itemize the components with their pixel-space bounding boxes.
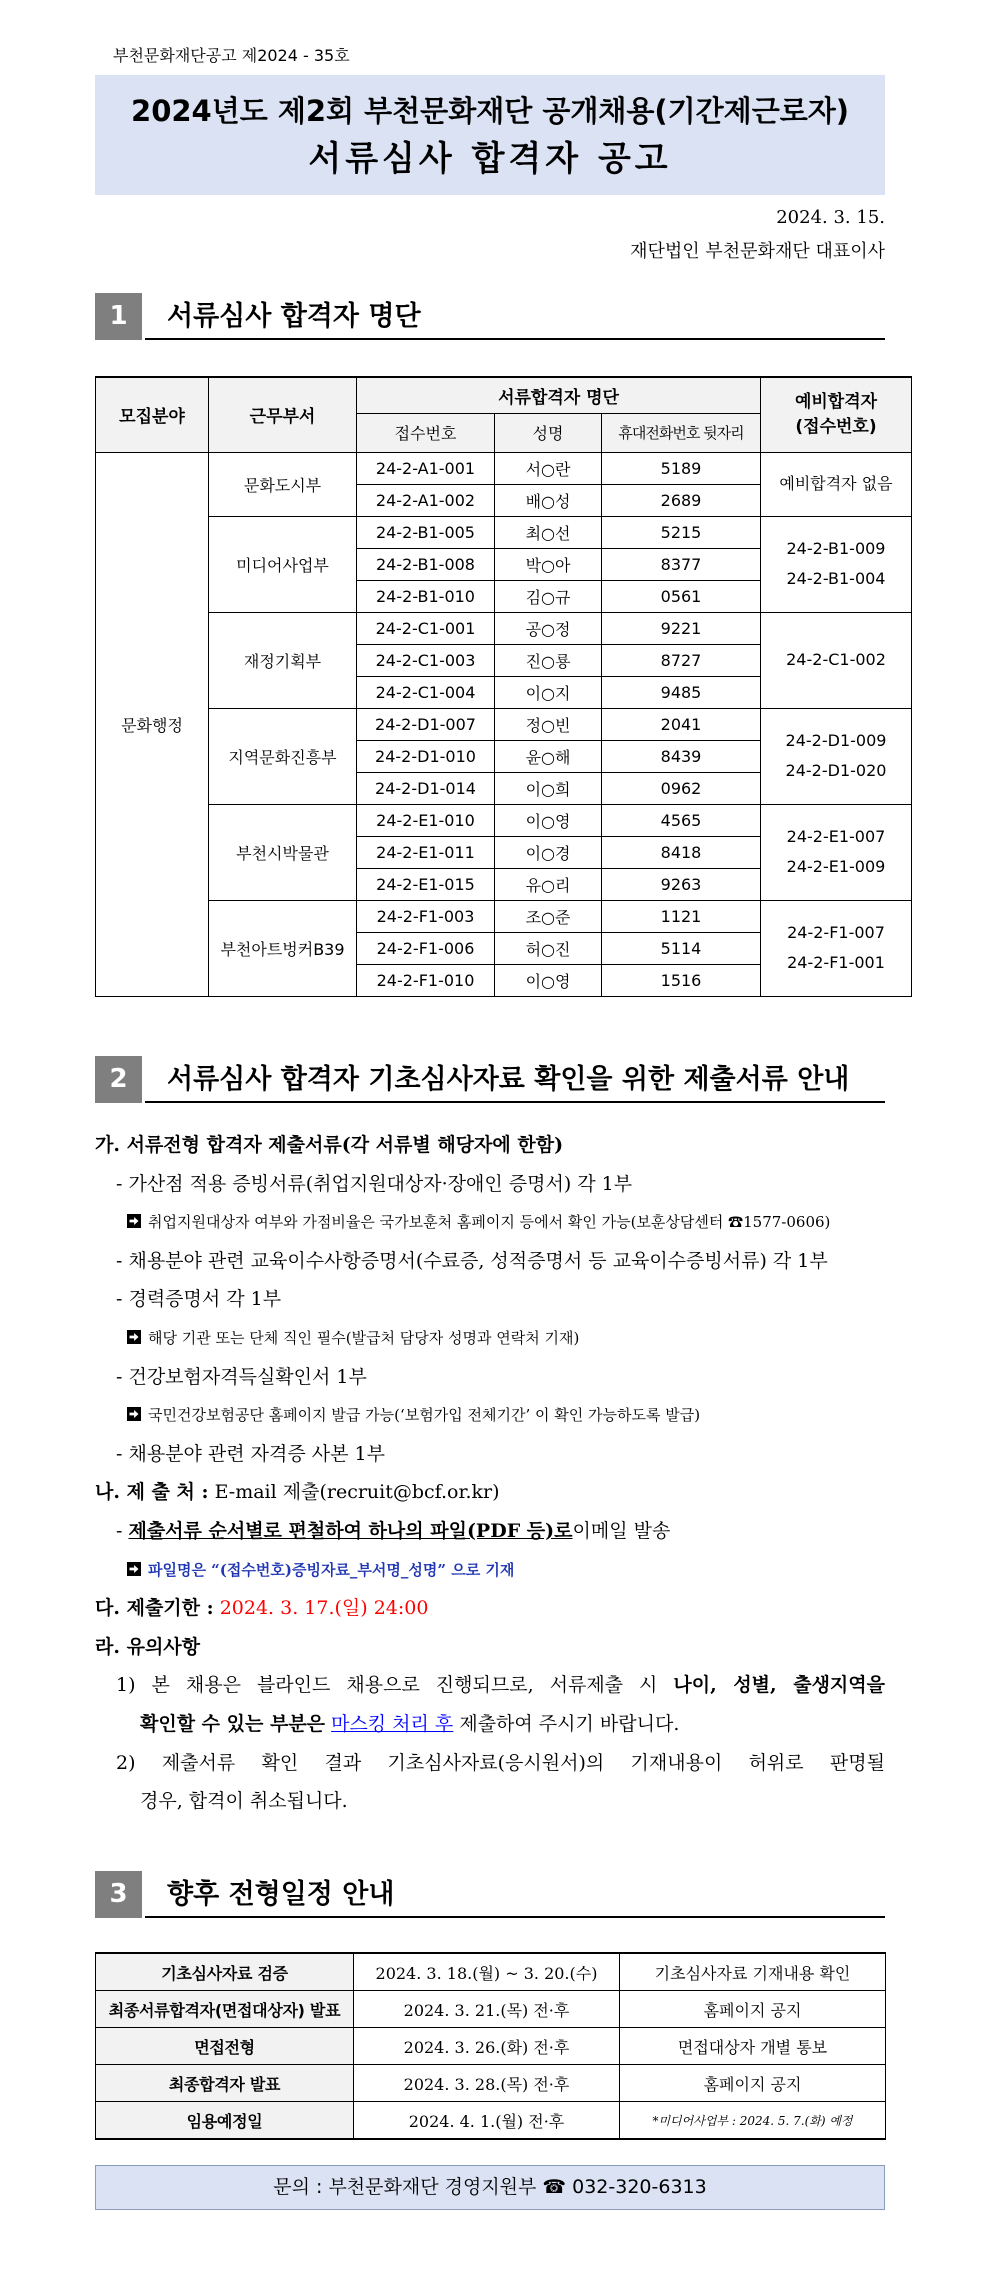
caution-1-marker: 1) [116,1674,136,1697]
phone-suffix-cell: 9485 [602,676,761,708]
phone-suffix-cell: 9263 [602,868,761,900]
field-cell: 문화행정 [96,452,209,996]
doc-note-text: 취업지원대상자 여부와 가점비율은 국가보훈처 홈페이지 등에서 확인 가능(보훈상담센터 ☎1577-0606) [148,1213,831,1232]
schedule-table-body [96,1953,886,2139]
reserve-entry: 24-2-F1-001 [787,953,885,972]
department-cell: 미디어사업부 [209,516,357,612]
phone-suffix-cell: 9221 [602,612,761,644]
caution-2-line1 [95,1744,885,1783]
reserve-cell [761,804,912,900]
header-receipt-no: 접수번호 [357,413,495,452]
header-field: 모집분야 [96,377,209,452]
caution-1-line2 [95,1705,885,1744]
item-c-deadline [95,1589,885,1628]
phone-suffix-cell: 5189 [602,452,761,484]
department-cell: 지역문화진흥부 [209,708,357,804]
schedule-row [96,2028,886,2065]
applicant-row [96,900,912,932]
phone-suffix-cell: 2689 [602,484,761,516]
section-1-header [95,293,885,340]
phone-suffix-cell: 5114 [602,932,761,964]
receipt-number-cell: 24-2-D1-010 [357,740,495,772]
schedule-row [96,2102,886,2140]
reserve-cell [761,708,912,804]
receipt-number-cell: 24-2-D1-014 [357,772,495,804]
caution-1-emphasis: 나이, 성별, 출생지역을 [673,1674,885,1697]
applicant-name-cell: 허○진 [495,932,602,964]
item-a-heading: 가. 서류전형 합격자 제출서류(각 서류별 해당자에 한함) [95,1134,564,1156]
applicant-name-cell: 이○영 [495,804,602,836]
applicant-name-cell: 공○정 [495,612,602,644]
header-name: 성명 [495,413,602,452]
applicant-row [96,708,912,740]
caution-1-line1 [95,1666,885,1705]
applicant-name-cell: 정○빈 [495,708,602,740]
page-title: 2024년도 제2회 부천문화재단 공개채용(기간제근로자) [131,94,849,128]
schedule-date: 2024. 4. 1.(월) 전·후 [354,2102,620,2140]
issue-date: 2024. 3. 15. [776,207,885,228]
applicant-row [96,452,912,484]
header-phone-suffix: 휴대전화번호 뒷자리 [602,413,761,452]
contact-box: 문의 : 부천문화재단 경영지원부 ☎ 032-320-6313 [95,2165,885,2210]
header-reserve-line1: 예비합격자 [794,391,878,412]
applicant-name-cell: 이○경 [495,836,602,868]
schedule-step: 기초심사자료 검증 [96,1953,354,1991]
phone-suffix-cell: 5215 [602,516,761,548]
reserve-entry: 24-2-E1-007 [786,827,886,846]
applicant-name-cell: 이○지 [495,676,602,708]
reserve-entry: 24-2-C1-002 [786,650,886,669]
applicant-name-cell: 조○준 [495,900,602,932]
section-divider [145,1101,885,1103]
issuer: 재단법인 부천문화재단 대표이사 [630,241,885,262]
section-title: 향후 전형일정 안내 [167,1879,395,1910]
item-b-method [95,1512,885,1551]
section-title: 서류심사 합격자 기초심사자료 확인을 위한 제출서류 안내 [167,1064,850,1095]
schedule-date: 2024. 3. 18.(월) ~ 3. 20.(수) [354,1953,620,1991]
applicant-name-cell: 유○리 [495,868,602,900]
department-cell: 부천시박물관 [209,804,357,900]
schedule-note: *미디어사업부 : 2024. 5. 7.(화) 예정 [620,2102,886,2140]
section-number-badge: 1 [95,293,142,340]
caution-1-text: 제출하여 주시기 바랍니다. [459,1712,680,1735]
receipt-number-cell: 24-2-C1-003 [357,644,495,676]
receipt-number-cell: 24-2-E1-011 [357,836,495,868]
header-reserve [761,377,912,452]
schedule-row [96,1991,886,2028]
phone-suffix-cell: 8418 [602,836,761,868]
receipt-number-cell: 24-2-C1-001 [357,612,495,644]
section-number-badge: 3 [95,1871,142,1918]
header-passed-list: 서류합격자 명단 [357,377,761,413]
doc-item-bonus: - 가산점 적용 증빙서류(취업지원대상자·장애인 증명서) 각 1부 [116,1172,633,1195]
doc-note-bonus [95,1203,885,1242]
deadline-value: 2024. 3. 17.(일) 24:00 [219,1597,429,1620]
reserve-entry: 24-2-F1-007 [787,923,885,942]
phone-suffix-cell: 8727 [602,644,761,676]
arrow-right-icon [127,1330,141,1344]
receipt-number-cell: 24-2-A1-001 [357,452,495,484]
page-subtitle: 서류심사 합격자 공고 [308,139,672,179]
arrow-right-icon [127,1562,141,1576]
masking-instruction: 마스킹 처리 후 [331,1712,454,1735]
reserve-cell [761,612,912,708]
phone-suffix-cell: 2041 [602,708,761,740]
reserve-entry: 24-2-D1-009 [785,731,887,750]
doc-note-text: 국민건강보험공단 홈페이지 발급 가능(‘보험가입 전체기간’ 이 확인 가능하도록 발급) [148,1406,701,1425]
applicant-name-cell: 윤○해 [495,740,602,772]
phone-suffix-cell: 1516 [602,964,761,996]
receipt-number-cell: 24-2-F1-006 [357,932,495,964]
header-department: 근무부서 [209,377,357,452]
schedule-step: 임용예정일 [96,2102,354,2140]
header-row [96,377,912,413]
applicant-name-cell: 진○룡 [495,644,602,676]
receipt-number-cell: 24-2-D1-007 [357,708,495,740]
item-d-heading: 라. 유의사항 [95,1635,200,1658]
department-cell: 문화도시부 [209,452,357,516]
schedule-step: 면접전형 [96,2028,354,2065]
department-cell: 부천아트벙커B39 [209,900,357,996]
section-divider [145,338,885,340]
section-2-header [95,1056,885,1103]
phone-suffix-cell: 4565 [602,804,761,836]
header-reserve-line2: (접수번호) [795,416,877,437]
schedule-table [95,1952,886,2140]
method-rest: 이메일 발송 [572,1519,671,1542]
caution-2-line2: 경우, 합격이 취소됩니다. [140,1790,348,1813]
phone-suffix-cell: 1121 [602,900,761,932]
section-number-badge: 2 [95,1056,142,1103]
schedule-note: 면접대상자 개별 통보 [620,2028,886,2065]
receipt-number-cell: 24-2-B1-005 [357,516,495,548]
filename-note-text: 파일명은 “(접수번호)증빙자료_부서명_성명” 으로 기재 [148,1560,515,1579]
reserve-entry: 24-2-E1-009 [786,857,886,876]
doc-note-text: 해당 기관 또는 단체 직인 필수(발급처 담당자 성명과 연락처 기재) [148,1328,580,1347]
reserve-entry: 24-2-B1-004 [786,569,886,588]
schedule-row [96,1953,886,1991]
reserve-cell [761,900,912,996]
applicant-row [96,612,912,644]
reserve-entry: 24-2-D1-020 [785,761,887,780]
applicant-name-cell: 김○규 [495,580,602,612]
schedule-date: 2024. 3. 21.(목) 전·후 [354,1991,620,2028]
applicant-name-cell: 최○선 [495,516,602,548]
caution-1-emphasis: 확인할 수 있는 부분은 [140,1712,326,1735]
applicant-name-cell: 이○희 [495,772,602,804]
arrow-right-icon [127,1214,141,1228]
schedule-note: 홈페이지 공지 [620,1991,886,2028]
reserve-entry: 예비합격자 없음 [779,474,893,493]
method-emphasis: 제출서류 순서별로 편철하여 하나의 파일(PDF 등)로 [128,1519,573,1542]
phone-suffix-cell: 8377 [602,548,761,580]
applicant-row [96,516,912,548]
applicant-table-header [96,377,912,452]
receipt-number-cell: 24-2-E1-015 [357,868,495,900]
doc-item-license: - 채용분야 관련 자격증 사본 1부 [116,1442,385,1465]
deadline-label: 다. 제출기한 : [95,1597,214,1620]
submission-email: E-mail 제출(recruit@bcf.or.kr) [214,1481,500,1504]
title-banner [95,75,885,195]
caution-2-marker: 2) [116,1751,136,1774]
schedule-step: 최종서류합격자(면접대상자) 발표 [96,1991,354,2028]
doc-item-career: - 경력증명서 각 1부 [116,1288,282,1311]
applicant-table [95,376,912,997]
phone-suffix-cell: 0962 [602,772,761,804]
reserve-cell [761,516,912,612]
phone-suffix-cell: 0561 [602,580,761,612]
applicant-name-cell: 서○란 [495,452,602,484]
reserve-entry: 24-2-B1-009 [786,539,886,558]
schedule-note: 홈페이지 공지 [620,2065,886,2102]
caution-2-text: 제출서류 확인 결과 기초심사자료(응시원서)의 기재내용이 허위로 판명될 [161,1751,885,1774]
receipt-number-cell: 24-2-C1-004 [357,676,495,708]
filename-note [95,1551,885,1590]
receipt-number-cell: 24-2-B1-010 [357,580,495,612]
section-3-header [95,1871,885,1918]
schedule-row [96,2065,886,2102]
arrow-right-icon [127,1407,141,1421]
notice-number: 부천문화재단공고 제2024 - 35호 [113,46,350,65]
schedule-note: 기초심사자료 기재내용 확인 [620,1953,886,1991]
applicant-name-cell: 이○영 [495,964,602,996]
doc-note-career [95,1319,885,1358]
schedule-date: 2024. 3. 26.(화) 전·후 [354,2028,620,2065]
receipt-number-cell: 24-2-F1-010 [357,964,495,996]
schedule-step: 최종합격자 발표 [96,2065,354,2102]
caution-1-text: 본 채용은 블라인드 채용으로 진행되므로, 서류제출 시 [151,1674,658,1697]
receipt-number-cell: 24-2-A1-002 [357,484,495,516]
applicant-name-cell: 배○성 [495,484,602,516]
submission-notice [95,1126,885,1821]
section-title: 서류심사 합격자 명단 [167,301,421,332]
applicant-row [96,804,912,836]
item-b-label: 나. 제 출 처 : [95,1481,209,1504]
receipt-number-cell: 24-2-B1-008 [357,548,495,580]
department-cell: 재정기획부 [209,612,357,708]
schedule-date: 2024. 3. 28.(목) 전·후 [354,2065,620,2102]
receipt-number-cell: 24-2-F1-003 [357,900,495,932]
applicant-table-body [96,452,912,996]
doc-item-education: - 채용분야 관련 교육이수사항증명서(수료증, 성적증명서 등 교육이수증빙서류) 각 1부 [116,1249,828,1272]
receipt-number-cell: 24-2-E1-010 [357,804,495,836]
section-divider [145,1916,885,1918]
item-b-destination [95,1473,885,1512]
reserve-cell [761,452,912,516]
doc-note-insurance [95,1396,885,1435]
doc-item-insurance: - 건강보험자격득실확인서 1부 [116,1365,367,1388]
applicant-name-cell: 박○아 [495,548,602,580]
method-dash: - [116,1519,123,1542]
phone-suffix-cell: 8439 [602,740,761,772]
